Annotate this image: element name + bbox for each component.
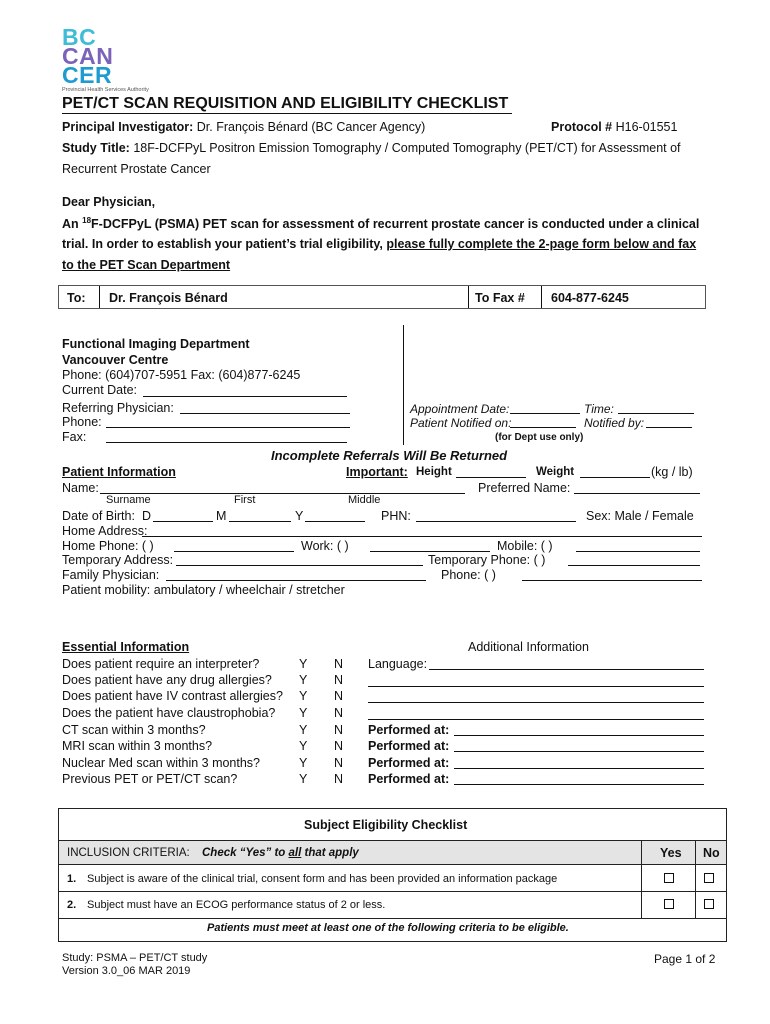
language-field[interactable] [429, 669, 704, 670]
inclusion-note-b: that apply [301, 847, 359, 859]
appointment-time-field[interactable] [618, 413, 694, 414]
inclusion-note-a: Check “Yes” to [202, 847, 289, 859]
no-option[interactable]: N [334, 723, 344, 737]
name-field[interactable] [100, 493, 465, 494]
question-ct-scan: CT scan within 3 months? [62, 723, 206, 737]
temp-phone-label: Temporary Phone: ( ) [428, 553, 546, 567]
intro-line-3: to the PET Scan Department [62, 258, 231, 272]
logo-tagline: Provincial Health Services Authority [62, 87, 149, 93]
yes-option[interactable]: Y [299, 723, 308, 737]
patient-info-heading: Patient Information [62, 465, 176, 479]
pet-performed-field[interactable] [454, 784, 704, 785]
referring-fax-field[interactable] [106, 442, 347, 443]
temp-phone-field[interactable] [568, 565, 700, 566]
question-drug-allergies: Does patient have any drug allergies? [62, 673, 272, 687]
weight-label: Weight [536, 466, 575, 478]
eligibility-criteria-note: Patients must meet at least one of the following criteria to be eligible. [207, 922, 569, 934]
dept-centre: Vancouver Centre [62, 353, 169, 367]
dob-month-field[interactable] [229, 521, 291, 522]
footer-version: Version 3.0_06 MAR 2019 [62, 965, 191, 977]
protocol-label: Protocol # [551, 120, 613, 134]
study-title [62, 141, 681, 155]
intro-an: An [62, 217, 83, 232]
inclusion-row-1 [59, 865, 726, 892]
logo-line-2: CAN [62, 43, 114, 69]
performed-at-label: Performed at: [368, 756, 450, 770]
additional-info-heading: Additional Information [468, 640, 589, 654]
mobile-phone-field[interactable] [576, 551, 700, 552]
dept-phone-label: Phone: [62, 415, 102, 429]
referring-phone-field[interactable] [106, 427, 350, 428]
inclusion-2-yes-checkbox[interactable] [664, 899, 674, 909]
page-title: PET/CT SCAN REQUISITION AND ELIGIBILITY CHECKLIST [62, 95, 509, 112]
title-underline [62, 113, 512, 114]
to-fax-box [58, 285, 706, 309]
intro-line-1 [62, 216, 699, 231]
appointment-date-label: Appointment Date: [410, 402, 510, 416]
question-claustrophobia: Does the patient have claustrophobia? [62, 706, 276, 720]
nuclear-performed-field[interactable] [454, 768, 704, 769]
question-iv-contrast: Does patient have IV contrast allergies? [62, 689, 283, 703]
home-phone-label: Home Phone: ( ) [62, 539, 154, 553]
dob-y: Y [295, 509, 304, 523]
iv-contrast-field[interactable] [368, 702, 704, 703]
dob-day-field[interactable] [153, 521, 213, 522]
inclusion-row-2 [59, 892, 726, 919]
performed-at-label: Performed at: [368, 723, 450, 737]
height-field[interactable] [456, 477, 526, 478]
ct-performed-field[interactable] [454, 735, 704, 736]
no-option[interactable]: N [334, 657, 344, 671]
referring-physician-label: Referring Physician: [62, 401, 174, 415]
no-column-header: No [703, 846, 720, 860]
yes-option[interactable]: Y [299, 657, 308, 671]
no-option[interactable]: N [334, 772, 344, 786]
dept-use-only: (for Dept use only) [495, 432, 584, 443]
first-hint: First [234, 494, 256, 506]
preferred-name-label: Preferred Name: [478, 481, 571, 495]
no-option[interactable]: N [334, 739, 344, 753]
surname-hint: Surname [106, 494, 151, 506]
question-nuclear-med: Nuclear Med scan within 3 months? [62, 756, 261, 770]
no-option[interactable]: N [334, 689, 344, 703]
phn-field[interactable] [416, 521, 576, 522]
inclusion-row-text: Subject must have an ECOG performance status of 2 or less. [87, 899, 386, 911]
height-label: Height [416, 466, 452, 478]
dob-label: Date of Birth: [62, 509, 135, 523]
yes-option[interactable]: Y [299, 739, 308, 753]
weight-field[interactable] [580, 477, 650, 478]
performed-at-label: Performed at: [368, 772, 450, 786]
dept-phone: Phone: (604)707-5951 Fax: (604)877-6245 [62, 368, 301, 382]
protocol-number [551, 120, 677, 134]
footer-study: Study: PSMA – PET/CT study [62, 952, 208, 964]
dob-m: M [216, 509, 227, 523]
logo-line-3: CER [62, 62, 113, 88]
important-label: Important: [346, 465, 408, 479]
inclusion-label: INCLUSION CRITERIA: [67, 847, 190, 859]
study-title-line-2: Recurrent Prostate Cancer [62, 162, 211, 176]
family-physician-label: Family Physician: [62, 568, 160, 582]
preferred-name-field[interactable] [574, 493, 700, 494]
study-value-1: 18F-DCFPyL Positron Emission Tomography / Computed Tomography (PET/CT) for Assessment of [133, 141, 681, 155]
appointment-time-label: Time: [584, 402, 614, 416]
phn-label: PHN: [381, 509, 411, 523]
salutation: Dear Physician, [62, 195, 156, 209]
intro-line-2 [62, 237, 696, 251]
patient-mobility[interactable]: Patient mobility: ambulatory / wheelchair / stretcher [62, 583, 345, 597]
no-option[interactable]: N [334, 756, 344, 770]
temp-address-field[interactable] [176, 565, 423, 566]
work-phone-label: Work: ( ) [301, 539, 349, 553]
inclusion-row-number: 2. [67, 899, 77, 911]
notified-on-field[interactable] [510, 427, 576, 428]
appointment-date-field[interactable] [510, 413, 580, 414]
language-label: Language: [368, 657, 428, 671]
weight-units: (kg / lb) [651, 465, 693, 479]
intro-line-1-text: F-DCFPyL (PSMA) PET scan for assessment of recurrent prostate cancer is conducted under a clinical [91, 217, 700, 232]
question-previous-pet: Previous PET or PET/CT scan? [62, 772, 238, 786]
yes-option[interactable]: Y [299, 706, 308, 720]
inclusion-header-row [59, 840, 726, 865]
checklist-title: Subject Eligibility Checklist [304, 818, 468, 832]
logo-line-1: BC [62, 24, 97, 50]
home-phone-field[interactable] [174, 551, 294, 552]
inclusion-row-text: Subject is aware of the clinical trial, consent form and has been provided an information package [87, 873, 558, 885]
notified-on-label: Patient Notified on: [410, 416, 512, 430]
fax-value: 604-877-6245 [551, 291, 629, 305]
study-label: Study Title: [62, 141, 130, 155]
to-label: To: [67, 291, 86, 305]
dept-divider [403, 325, 404, 445]
dept-name: Functional Imaging Department [62, 337, 250, 351]
pi-label: Principal Investigator: [62, 120, 194, 134]
inclusion-1-yes-checkbox[interactable] [664, 873, 674, 883]
temp-address-label: Temporary Address: [62, 553, 174, 567]
fax-label: To Fax # [475, 291, 525, 305]
inclusion-note-all: all [288, 847, 302, 859]
no-option[interactable]: N [334, 706, 344, 720]
intro-sup: 18 [82, 216, 92, 225]
principal-investigator [62, 120, 425, 134]
yes-option[interactable]: Y [299, 756, 308, 770]
inclusion-2-no-checkbox[interactable] [704, 899, 714, 909]
eligibility-checklist [58, 808, 727, 942]
home-address-label: Home Address: [62, 524, 148, 538]
dob-year-field[interactable] [305, 521, 365, 522]
essential-info-heading: Essential Information [62, 640, 190, 654]
name-label: Name: [62, 481, 99, 495]
to-value: Dr. François Bénard [109, 291, 228, 305]
notified-by-label: Notified by: [584, 416, 645, 430]
drug-allergies-field[interactable] [368, 686, 704, 687]
intro-line-2-underlined: please fully complete the 2-page form below and fax [386, 237, 697, 251]
incomplete-referrals-note: Incomplete Referrals Will Be Returned [271, 448, 508, 463]
dept-fax-label: Fax: [62, 430, 87, 444]
yes-option[interactable]: Y [299, 772, 308, 786]
bc-cancer-logo [62, 24, 149, 93]
middle-hint: Middle [348, 494, 381, 506]
referring-physician-field[interactable] [180, 413, 350, 414]
intro-line-2-text: trial. In order to establish your patient’s trial eligibility, [62, 237, 387, 251]
family-physician-field[interactable] [166, 580, 426, 581]
inclusion-note [202, 847, 359, 859]
fp-phone-field[interactable] [522, 580, 702, 581]
current-date-label: Current Date: [62, 383, 138, 397]
claustrophobia-field[interactable] [368, 719, 704, 720]
question-interpreter: Does patient require an interpreter? [62, 657, 260, 671]
page-number: Page 1 of 2 [654, 952, 716, 966]
mri-performed-field[interactable] [454, 751, 704, 752]
work-phone-field[interactable] [370, 551, 490, 552]
inclusion-row-number: 1. [67, 873, 77, 885]
dob-d: D [142, 509, 152, 523]
fp-phone-label: Phone: ( ) [441, 568, 496, 582]
mobile-phone-label: Mobile: ( ) [497, 539, 553, 553]
pi-value: Dr. François Bénard (BC Cancer Agency) [196, 120, 426, 134]
yes-column-header: Yes [660, 846, 682, 860]
sex-options[interactable]: Sex: Male / Female [586, 509, 694, 523]
performed-at-label: Performed at: [368, 739, 450, 753]
home-address-field[interactable] [142, 536, 702, 537]
yes-option[interactable]: Y [299, 673, 308, 687]
current-date-field[interactable] [143, 396, 347, 397]
yes-option[interactable]: Y [299, 689, 308, 703]
inclusion-1-no-checkbox[interactable] [704, 873, 714, 883]
notified-by-field[interactable] [646, 427, 692, 428]
no-option[interactable]: N [334, 673, 344, 687]
protocol-value: H16-01551 [615, 120, 678, 134]
question-mri-scan: MRI scan within 3 months? [62, 739, 213, 753]
